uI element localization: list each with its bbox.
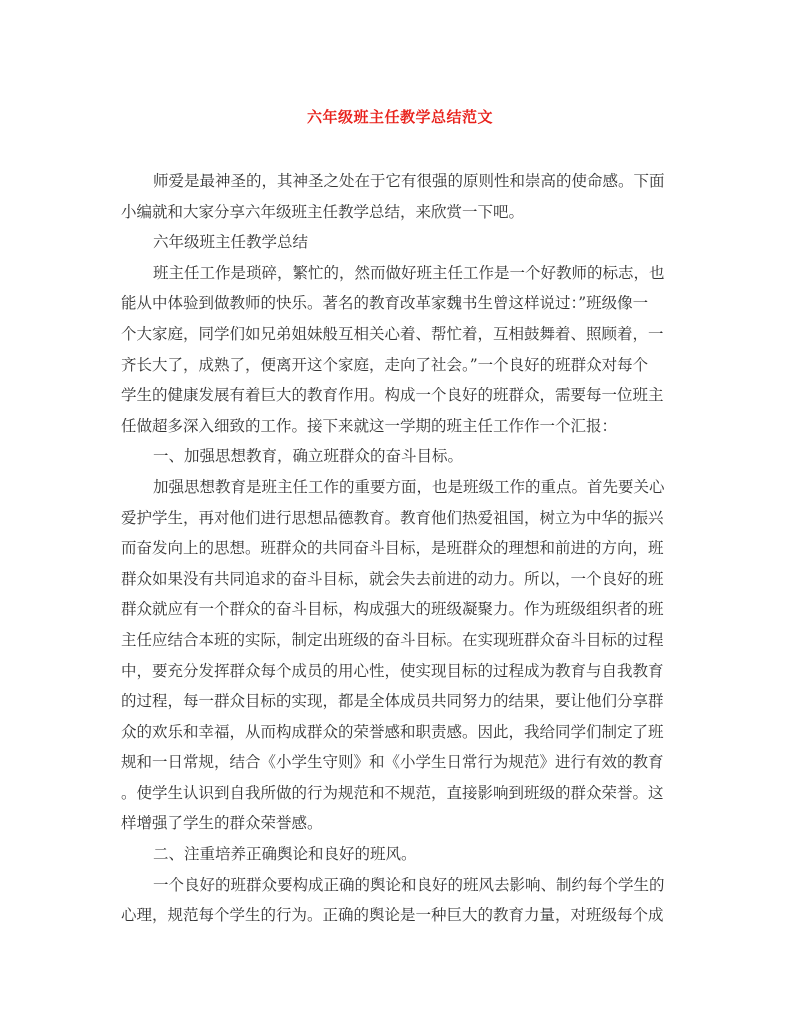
document-title: 六年级班主任教学总结范文 bbox=[306, 108, 493, 126]
text-line: 爱护学生，再对他们进行思想品德教育。教育他们热爱祖国，树立为中华的振兴 bbox=[121, 508, 664, 527]
paragraph bbox=[121, 839, 598, 870]
paragraph bbox=[121, 441, 598, 472]
text-line: 心理，规范每个学生的行为。正确的舆论是一种巨大的教育力量，对班级每个成 bbox=[121, 906, 664, 925]
text-line: 班主任工作是琐碎，繁忙的，然而做好班主任工作是一个好教师的标志，也 bbox=[153, 263, 665, 282]
text-line: 学生的健康发展有着巨大的教育作用。构成一个良好的班群众，需要每一位班主 bbox=[121, 386, 664, 405]
text-line: 齐长大了，成熟了，便离开这个家庭，走向了社会。”一个良好的班群众对每个 bbox=[121, 355, 649, 374]
text-line: 群众就应有一个群众的奋斗目标，构成强大的班级凝聚力。作为班级组织者的班 bbox=[121, 600, 664, 619]
paragraph bbox=[121, 870, 665, 931]
paragraph bbox=[121, 227, 598, 258]
document-body bbox=[121, 166, 665, 931]
text-line: 样增强了学生的群众荣誉感。 bbox=[121, 814, 323, 833]
text-line: 中，要充分发挥群众每个成员的用心性，使实现目标的过程成为教育与自我教育 bbox=[121, 661, 664, 680]
text-line: 任做超多深入细致的工作。接下来就这一学期的班主任工作作一个汇报： bbox=[121, 416, 618, 435]
text-line: 群众如果没有共同追求的奋斗目标，就会失去前进的动力。所以，一个良好的班 bbox=[121, 569, 664, 588]
text-line: 的过程，每一群众目标的实现，都是全体成员共同努力的结果，要让他们分享群 bbox=[121, 692, 664, 711]
text-line: 一个良好的班群众要构成正确的舆论和良好的班风去影响、制约每个学生的 bbox=[153, 875, 665, 894]
text-line: 个大家庭，同学们如兄弟姐妹般互相关心着、帮忙着，互相鼓舞着、照顾着，一 bbox=[121, 324, 664, 343]
text-line: 主任应结合本班的实际，制定出班级的奋斗目标。在实现班群众奋斗目标的过程 bbox=[121, 630, 664, 649]
paragraph bbox=[121, 258, 665, 442]
text-line: 。使学生认识到自我所做的行为规范和不规范，直接影响到班级的群众荣誉。这 bbox=[121, 783, 664, 802]
paragraph bbox=[121, 472, 665, 839]
text-line: 能从中体验到做教师的快乐。著名的教育改革家魏书生曾这样说过：”班级像一 bbox=[121, 294, 649, 313]
text-line: 加强思想教育是班主任工作的重要方面，也是班级工作的重点。首先要关心 bbox=[153, 477, 665, 496]
text-line: 一、加强思想教育，确立班群众的奋斗目标。 bbox=[153, 447, 464, 466]
text-line: 小编就和大家分享六年级班主任教学总结，来欣赏一下吧。 bbox=[121, 202, 525, 221]
text-line: 而奋发向上的思想。班群众的共同奋斗目标，是班群众的理想和前进的方向，班 bbox=[121, 539, 664, 558]
text-line: 规和一日常规，结合《小学生守则》和《小学生日常行为规范》进行有效的教育 bbox=[121, 753, 664, 772]
paragraph bbox=[121, 166, 665, 227]
text-line: 众的欢乐和幸福，从而构成群众的荣誉感和职责感。因此，我给同学们制定了班 bbox=[121, 722, 664, 741]
text-line: 师爱是最神圣的，其神圣之处在于它有很强的原则性和崇高的使命感。下面 bbox=[153, 172, 665, 190]
text-line: 六年级班主任教学总结 bbox=[153, 233, 309, 252]
text-line: 二、注重培养正确舆论和良好的班风。 bbox=[153, 845, 417, 864]
